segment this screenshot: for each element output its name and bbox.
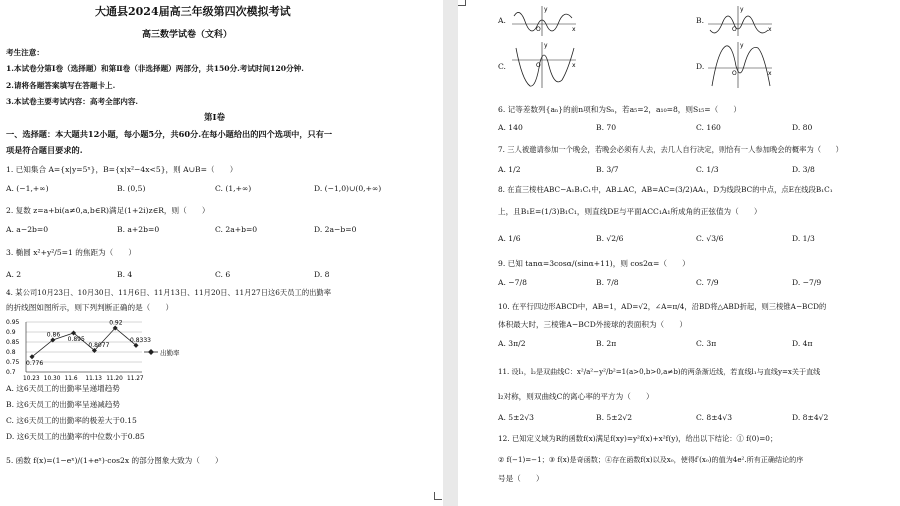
chart-data-label: 0.8077 (88, 341, 110, 349)
q3-option-a: A. 2 (6, 270, 22, 279)
svg-text:x: x (768, 70, 772, 77)
question-10-line2: 体积最大时，三棱锥A−BCD外接球的表面积为（ ） (498, 320, 687, 329)
q3-option-b: B. 4 (117, 270, 133, 279)
q1-option-b: B. (0,5) (117, 184, 146, 193)
svg-text:y: y (740, 6, 744, 13)
svg-text:O: O (732, 26, 737, 33)
q6-option-d: D. 80 (792, 123, 813, 132)
chart-data-label: 0.8333 (130, 336, 151, 344)
question-12-line3: 号是（ ） (498, 474, 544, 483)
question-4-line1: 4. 某公司10月23日、10月30日、11月6日、11月13日、11月20日、11月27日这6天员工的出勤率 (6, 288, 332, 297)
notice-3: 3.本试卷主要考试内容：高考全部内容. (6, 97, 139, 106)
q2-option-b: B. a+2b=0 (117, 225, 160, 234)
section-one-line2: 项是符合题目要求的. (6, 145, 83, 155)
svg-text:O: O (536, 62, 541, 69)
chart-y-tick-label: 0.7 (6, 369, 16, 376)
chart-x-tick-label: 10.30 (43, 376, 61, 382)
q7-option-d: D. 3/8 (792, 165, 815, 174)
chart-y-tick-label: 0.8 (6, 349, 16, 356)
q5-option-a-label: A. (498, 16, 506, 25)
exam-subtitle: 高三数学试卷（文科） (142, 30, 233, 40)
notice-1: 1.本试卷分第Ⅰ卷（选择题）和第Ⅱ卷（非选择题）两部分，共150分.考试时间120分钟. (6, 64, 304, 73)
question-8-line1: 8. 在直三棱柱ABC−A₁B₁C₁中，AB⊥AC，AB=AC=(3/2)AA₁，D为线段BC的中点，点E在线段B₁C₁ (498, 185, 833, 194)
q6-option-a: A. 140 (498, 123, 523, 132)
question-6: 6. 记等差数列{aₙ}的前n项和为Sₙ，若a₅=2，a₁₀=8，则S₁₅=（ ） (498, 105, 742, 114)
exam-title: 大通县2024届高三年级第四次模拟考试 (95, 5, 291, 18)
question-9: 9. 已知 tanα=3cosα/(sinα+11)，则 cos2α=（ ） (498, 259, 690, 268)
chart-y-tick-label: 0.9 (6, 329, 16, 336)
chart-y-tick-label: 0.95 (6, 319, 20, 326)
question-7: 7. 三人被邀请参加一个晚会，若晚会必须有人去，去几人自行决定，则恰有一人参加晚会的概率为（ ） (498, 145, 843, 154)
chart-y-tick-label: 0.75 (6, 359, 20, 366)
q9-option-a: A. −7/8 (498, 278, 527, 287)
q10-option-a: A. 3π/2 (498, 339, 526, 348)
chart-x-tick-label: 11.27 (127, 376, 144, 382)
attendance-line-chart (4, 314, 184, 384)
q11-option-c: C. 8±4√3 (696, 413, 733, 422)
q8-option-a: A. 1/6 (498, 234, 521, 243)
question-11-line1: 11. 设l₁，l₂是双曲线C：x²/a²−y²/b²=1(a>0,b>0,a≠b)的两条渐近线，若直线l₁与直线y=x关于直线 (498, 367, 821, 376)
q2-option-c: C. 2a+b=0 (215, 225, 258, 234)
legend-label: 出勤率 (160, 349, 180, 357)
q11-option-b: B. 5±2√2 (596, 413, 633, 422)
q5-option-c-graph (510, 40, 580, 90)
q1-option-a: A. (−1,+∞) (6, 184, 49, 193)
q10-option-c: C. 3π (696, 339, 717, 348)
q3-option-d: D. 8 (314, 270, 330, 279)
q9-option-d: D. −7/9 (792, 278, 822, 287)
q9-option-c: C. 7/9 (696, 278, 719, 287)
q10-option-d: D. 4π (792, 339, 813, 348)
q5-option-d-label: D. (696, 62, 705, 71)
question-5: 5. 函数 f(x)=(1−eˣ)/(1+eˣ)·cos2x 的部分图象大致为（ ） (6, 456, 223, 465)
question-8-line2: 上，且B₁E=(1/3)B₁C₁，则直线DE与平面ACC₁A₁所成角的正弦值为（ ） (498, 207, 762, 216)
q6-option-b: B. 70 (596, 123, 617, 132)
chart-x-tick-label: 11.6 (64, 376, 78, 382)
right-page (458, 0, 900, 506)
q5-option-b-graph (706, 4, 776, 38)
q8-option-d: D. 1/3 (792, 234, 815, 243)
part-one-heading: 第Ⅰ卷 (204, 113, 225, 123)
q4-option-a: A. 这6天员工的出勤率呈递增趋势 (6, 384, 120, 393)
question-12-line2: ② f(−1)=−1；③ f(x)是奇函数；④存在函数f(x)以及x₀，使得f′(x₀)的值为4e².所有正确结论的序 (498, 455, 804, 464)
question-11-line2: l₂对称，则双曲线C的离心率的平方为（ ） (498, 392, 654, 401)
section-one-line1: 一、选择题：本大题共12小题，每小题5分，共60分.在每小题给出的四个选项中，只有一 (6, 129, 333, 139)
svg-text:y: y (544, 42, 548, 49)
q10-option-b: B. 2π (596, 339, 617, 348)
svg-text:O: O (536, 26, 541, 33)
q2-option-d: D. 2a−b=0 (314, 225, 357, 234)
svg-text:O: O (732, 70, 737, 77)
question-4-line2: 的折线图如图所示，则下列判断正确的是（ ） (6, 303, 174, 312)
notice-heading: 考生注意： (6, 48, 44, 57)
page-corner-mark (434, 492, 442, 500)
question-10-line1: 10. 在平行四边形ABCD中，AB=1，AD=√2，∠A=π/4，沿BD将△ABD折起，则三棱锥A−BCD的 (498, 302, 827, 311)
q6-option-c: C. 160 (696, 123, 721, 132)
q5-option-d-graph (706, 40, 776, 90)
q11-option-a: A. 5±2√3 (498, 413, 535, 422)
q5-option-b-label: B. (696, 16, 704, 25)
chart-data-label: 0.895 (67, 336, 85, 343)
q1-option-d: D. (−1,0)∪(0,+∞) (314, 184, 382, 193)
q2-option-a: A. a−2b=0 (6, 225, 49, 234)
q7-option-c: C. 1/3 (696, 165, 719, 174)
chart-x-tick-label: 11.20 (106, 376, 123, 382)
svg-text:x: x (768, 26, 772, 33)
q5-option-c-label: C. (498, 62, 506, 71)
q8-option-c: C. √3/6 (696, 234, 724, 243)
notice-2: 2.请将各题答案填写在答题卡上. (6, 81, 116, 90)
svg-text:x: x (572, 26, 576, 33)
q4-option-d: D. 这6天员工的出勤率的中位数小于0.85 (6, 432, 145, 441)
question-12-line1: 12. 已知定义域为R的函数f(x)满足f(xy)=y²f(x)+x²f(y)，给出以下结论：① f(0)=0； (498, 434, 778, 443)
question-3: 3. 椭圆 x²+y²/5=1 的焦距为（ ） (6, 248, 137, 257)
question-1: 1. 已知集合 A={x|y=5ˣ}，B={x|x²−4x<5}，则 A∪B=（ ） (6, 165, 238, 174)
left-page (0, 0, 443, 506)
q4-option-b: B. 这6天员工的出勤率呈递减趋势 (6, 400, 120, 409)
svg-text:y: y (740, 42, 744, 49)
legend-marker (148, 349, 154, 355)
chart-x-tick-label: 11.13 (85, 376, 103, 382)
svg-text:y: y (544, 6, 548, 13)
question-2: 2. 复数 z=a+bi(a≠0,a,b∈R)满足(1+2i)z∈R，则（ ） (6, 206, 210, 215)
q4-option-c: C. 这6天员工的出勤率的极差大于0.15 (6, 416, 137, 425)
q7-option-a: A. 1/2 (498, 165, 521, 174)
svg-text:x: x (572, 62, 576, 69)
q7-option-b: B. 3/7 (596, 165, 619, 174)
chart-data-label: 0.776 (26, 359, 44, 367)
q5-option-a-graph (510, 4, 580, 38)
chart-data-label: 0.86 (46, 331, 61, 339)
q9-option-b: B. 7/8 (596, 278, 619, 287)
page-corner-mark-top (458, 0, 466, 6)
chart-y-tick-label: 0.85 (6, 339, 20, 346)
q11-option-d: D. 8±4√2 (792, 413, 829, 422)
chart-data-label: 0.92 (109, 319, 123, 327)
chart-x-tick-label: 10.23 (23, 376, 40, 382)
q1-option-c: C. (1,+∞) (215, 184, 252, 193)
q3-option-c: C. 6 (215, 270, 231, 279)
q8-option-b: B. √2/6 (596, 234, 624, 243)
